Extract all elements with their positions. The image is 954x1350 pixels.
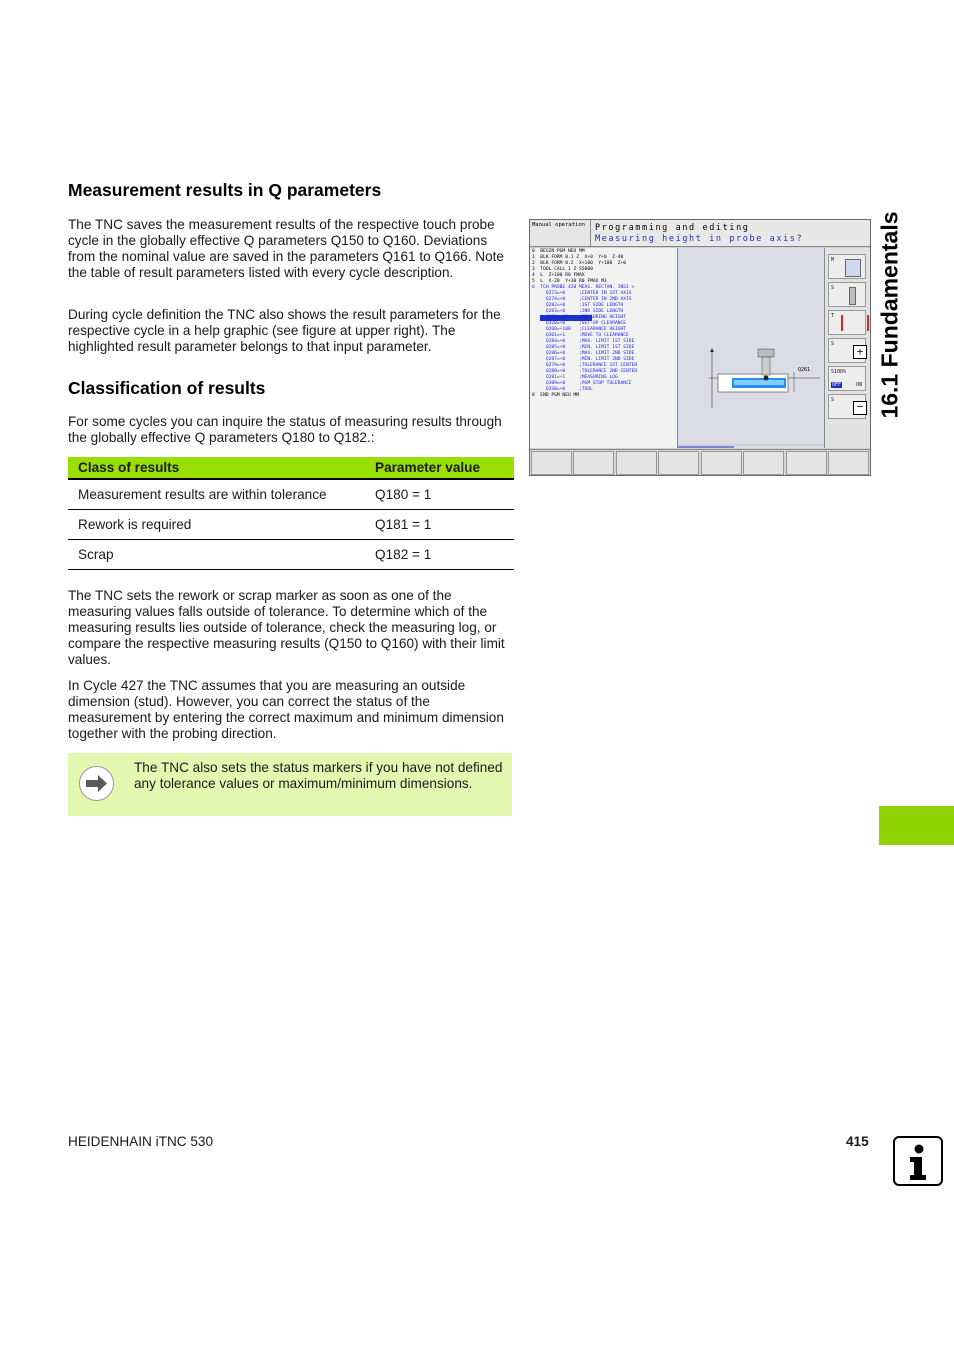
- horizontal-softkey-bar: [530, 449, 871, 476]
- chapter-tab-marker: [879, 806, 954, 845]
- table-header-row: [68, 457, 514, 479]
- paragraph: The TNC sets the rework or scrap marker as soon as one of the measuring values falls outside of tolerance. To determine which of the measuring results lies outside of tolerance, check the measuring log, or compare the respective measuring results (Q150 to Q160) with their limit values.: [68, 588, 505, 667]
- tnc-screenshot: [529, 219, 871, 476]
- program-line: Q309=+0 ;PGM STOP TOLERANCE: [532, 381, 632, 386]
- softkey-label: M: [831, 257, 835, 263]
- table-cell: Scrap: [68, 540, 365, 570]
- softkey[interactable]: [701, 451, 742, 475]
- program-line: 0 BEGIN PGM NEU MM: [532, 249, 585, 254]
- program-line: Q287=+0 ;MIN. LIMIT 2ND SIDE: [532, 357, 635, 362]
- note-text: The TNC also sets the status markers if you have not defined any tolerance values or maximum/minimum dimensions.: [134, 760, 503, 791]
- table-row: [68, 479, 514, 510]
- paragraph: For some cycles you can inquire the status of measuring results through the globally effective Q parameters Q180 to Q182.:: [68, 414, 502, 445]
- program-listing: [530, 248, 678, 448]
- program-line: Q283=+0 ;2ND SIDE LENGTH: [532, 309, 624, 314]
- program-line: 1 BLK FORM 0.1 Z X+0 Y+0 Z-40: [532, 255, 624, 260]
- graphic-label: Q261: [798, 367, 811, 373]
- program-line: 6 TCH PROBE 420 MEAS. RECTAN. INSI >: [532, 285, 635, 290]
- page-number: 415: [846, 1134, 869, 1149]
- mode-label: Manual operation: [530, 220, 591, 247]
- program-line: Q280=+0 ;TOLERANCE 2ND CENTER: [532, 369, 638, 374]
- program-line: Q301=+1 ;MOVE TO CLEARANCE: [532, 333, 629, 338]
- machine-icon: [845, 259, 861, 277]
- header-line-2: Measuring height in probe axis?: [595, 234, 804, 244]
- softkey[interactable]: [743, 451, 784, 475]
- program-line: Q260=+100 ;CLEARANCE HEIGHT: [532, 327, 627, 332]
- softkey-label: S: [831, 397, 835, 403]
- program-line: Q273=+0 ;CENTER IN 1ST AXIS: [532, 291, 632, 296]
- table-cell: Q180 = 1: [365, 479, 514, 510]
- paragraph: The TNC saves the measurement results of the respective touch probe cycle in the globally effective Q parameters Q150 to Q160. Deviations from the nominal value are saved in the parameters Q161 to Q166. Note the table of result parameters listed with every cycle description.: [68, 217, 504, 280]
- chapter-title-text: 16.1 Fundamentals: [876, 211, 903, 419]
- softkey-s-minus[interactable]: [828, 394, 866, 419]
- program-line: Q284=+0 ;MAX. LIMIT 1ST SIDE: [532, 339, 635, 344]
- program-line: 5 L X-20 Y+30 R0 FMAX M3: [532, 279, 607, 284]
- footer-product: HEIDENHAIN iTNC 530: [68, 1134, 214, 1149]
- softkey[interactable]: [531, 451, 572, 475]
- softkey-label: S: [831, 341, 835, 347]
- program-line: 8 END PGM NEU MM: [532, 393, 580, 398]
- program-line: 4 L Z+100 R0 FMAX: [532, 273, 585, 278]
- paragraph: In Cycle 427 the TNC assumes that you are measuring an outside dimension (stud). However, you can correct the status of the measurement by entering the correct maximum and minimum dimension together with the probing direction.: [68, 678, 504, 741]
- table-row: [68, 540, 514, 570]
- probe-height-diagram: [678, 248, 825, 448]
- header-line-1: Programming and editing: [595, 223, 750, 233]
- softkey-machine-function[interactable]: [828, 254, 866, 279]
- minus-icon: −: [853, 401, 867, 415]
- softkey-label: S: [831, 285, 835, 291]
- table-row: [68, 510, 514, 540]
- table-cell: Rework is required: [68, 510, 365, 540]
- spindle-icon: [849, 287, 856, 305]
- program-line: 2 BLK FORM 0.2 X+100 Y+100 Z+0: [532, 261, 627, 266]
- softkey[interactable]: [658, 451, 699, 475]
- softkey-s[interactable]: [828, 282, 866, 307]
- softkey-t[interactable]: [828, 310, 866, 335]
- info-icon: [893, 1136, 943, 1186]
- off-label: OFF: [832, 382, 842, 388]
- results-table: [68, 457, 514, 570]
- program-line: Q274=+0 ;CENTER IN 2ND AXIS: [532, 297, 632, 302]
- screen-header: [591, 220, 871, 247]
- softkey[interactable]: [616, 451, 657, 475]
- program-line: Q261=-10 ;MEASURING HEIGHT: [532, 315, 675, 321]
- softkey-label: T: [831, 313, 835, 319]
- program-line: Q279=+0 ;TOLERANCE 1ST CENTER: [532, 363, 638, 368]
- program-line: Q330=+0 ;TOOL: [532, 387, 593, 392]
- table-cell: Q182 = 1: [365, 540, 514, 570]
- program-line: 3 TOOL CALL 1 Z S5000: [532, 267, 593, 272]
- on-label: ON: [856, 382, 863, 388]
- help-graphic: [678, 248, 825, 448]
- column-header: Parameter value: [365, 457, 514, 479]
- softkey-override[interactable]: [828, 366, 866, 391]
- program-line: Q281=+1 ;MEASURING LOG: [532, 375, 618, 380]
- program-line: Q320=+0 ;SET-UP CLEARANCE: [532, 321, 627, 326]
- arrow-right-icon: [79, 766, 114, 801]
- program-line: Q282=+0 ;1ST SIDE LENGTH: [532, 303, 624, 308]
- note-box: [68, 753, 512, 816]
- softkey-s-plus[interactable]: [828, 338, 866, 363]
- program-line: Q286=+0 ;MAX. LIMIT 2ND SIDE: [532, 351, 635, 356]
- plus-icon: +: [853, 345, 867, 359]
- softkey[interactable]: [786, 451, 827, 475]
- vertical-softkeys: [825, 248, 871, 448]
- tool-icon: [841, 315, 869, 331]
- softkey[interactable]: [828, 451, 869, 475]
- section-heading-classification: Classification of results: [68, 378, 266, 398]
- table-cell: Measurement results are within tolerance: [68, 479, 365, 510]
- softkey[interactable]: [573, 451, 614, 475]
- table-cell: Q181 = 1: [365, 510, 514, 540]
- column-header: Class of results: [68, 457, 365, 479]
- paragraph: During cycle definition the TNC also shows the result parameters for the respective cycle in a help graphic (see figure at upper right). The highlighted result parameter belongs to that input parameter.: [68, 307, 501, 354]
- program-line: Q285=+0 ;MIN. LIMIT 1ST SIDE: [532, 345, 635, 350]
- section-heading-q-parameters: Measurement results in Q parameters: [68, 180, 382, 200]
- softkey-label: S100%: [831, 369, 847, 375]
